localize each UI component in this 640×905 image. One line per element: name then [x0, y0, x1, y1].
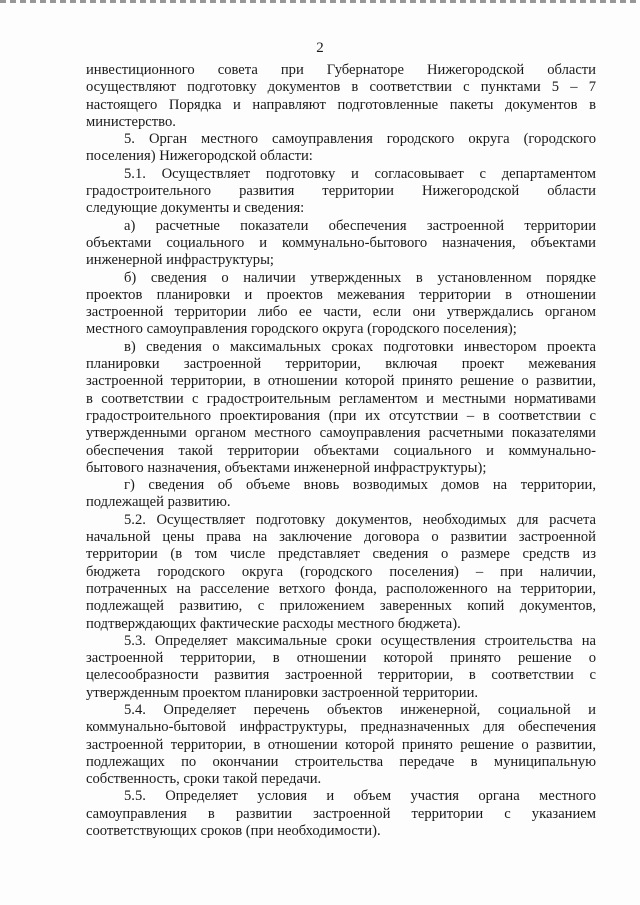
text-line: соответствующих сроков (при необходимости).: [86, 823, 381, 840]
text-line: в соответствии с градостроительным регламентом и местными нормативами: [86, 390, 596, 407]
text-line: застроенной территории, в отношении которой принято решение о: [86, 650, 596, 667]
text-line: в) сведения о максимальных сроках подготовки инвестором проекта: [124, 338, 596, 355]
text-line: утвержденным проектом планировки застроенной территории.: [86, 684, 479, 701]
text-line: инженерной инфраструктуры;: [86, 252, 274, 269]
text-line: градостроительного развития территории Нижегородской области: [86, 183, 596, 200]
text-line: собственность, сроки такой передачи.: [86, 771, 322, 788]
text-line: бюджета городского округа (городского поселения) – при наличии,: [86, 563, 596, 580]
text-line: объектами социального и коммунально-бытового назначения, объектами: [86, 234, 596, 251]
text-line: обеспечения такой территории объектами социального и коммунально-: [86, 442, 596, 459]
text-line: осуществляют подготовку документов в соответствии с пунктами 5 – 7: [86, 79, 596, 96]
text-line: следующие документы и сведения:: [86, 200, 305, 217]
text-line: министерство.: [86, 113, 176, 130]
scan-edge-rule: [0, 0, 640, 3]
text-line: а) расчетные показатели обеспечения застроенной территории: [124, 217, 596, 234]
text-line: 5.3. Определяет максимальные сроки осуществления строительства на: [124, 632, 596, 649]
page-number: 2: [316, 40, 324, 56]
text-line: целесообразности развития застроенной территории, в соответствии с: [86, 667, 596, 684]
text-line: подлежащих по окончании строительства передаче в муниципальную: [86, 753, 596, 770]
text-line: градостроительного проектирования (при их отсутствии – в соответствии с: [86, 407, 596, 424]
text-line: 5.1. Осуществляет подготовку и согласовывает с департаментом: [124, 165, 596, 182]
text-line: потраченных на расселение ветхого фонда, расположенного на территории,: [86, 580, 596, 597]
text-line: планировки застроенной территории, включая проект межевания: [86, 356, 596, 373]
text-line: поселения) Нижегородской области:: [86, 148, 313, 165]
text-line: 5.4. Определяет перечень объектов инженерной, социальной и: [124, 701, 596, 718]
text-line: застроенной территории, в отношении которой принято решение о развитии,: [86, 736, 596, 753]
document-body: [86, 62, 596, 840]
text-line: местного самоуправления городского округа (городского поселения);: [86, 321, 517, 338]
text-line: 5. Орган местного самоуправления городского округа (городского: [124, 131, 596, 148]
text-line: 5.5. Определяет условия и объем участия органа местного: [124, 788, 596, 805]
text-line: застроенной территории либо ее части, если они утверждались органом: [86, 304, 596, 321]
text-line: застроенной территории, в отношении которой принято решение о развитии,: [86, 373, 596, 390]
text-line: подлежащей развитию.: [86, 494, 231, 511]
text-line: подтверждающих фактические расходы местного бюджета).: [86, 615, 461, 632]
text-line: территории (в том числе представляет сведения о размере средств из: [86, 546, 596, 563]
text-line: 5.2. Осуществляет подготовку документов, необходимых для расчета: [124, 511, 596, 528]
text-line: инвестиционного совета при Губернаторе Нижегородской области: [86, 62, 596, 78]
text-line: коммунально-бытовой инфраструктуры, предназначенных для обеспечения: [86, 719, 596, 736]
text-line: подлежащей развитию, с приложением заверенных копий документов,: [86, 598, 596, 615]
text-line: начальной цены права на заключение договора о развитии застроенной: [86, 529, 596, 546]
text-line: настоящего Порядка и направляют подготовленные пакеты документов в: [86, 96, 596, 113]
text-line: проектов планировки и проектов межевания территории в отношении: [86, 286, 596, 303]
text-line: б) сведения о наличии утвержденных в установленном порядке: [124, 269, 596, 286]
text-line: бытового назначения, объектами инженерной инфраструктуры);: [86, 459, 487, 476]
text-line: г) сведения об объеме вновь возводимых домов на территории,: [124, 477, 596, 494]
text-line: утвержденными органом местного самоуправления расчетными показателями: [86, 425, 596, 442]
text-line: самоуправления в развитии застроенной территории с указанием: [86, 805, 596, 822]
